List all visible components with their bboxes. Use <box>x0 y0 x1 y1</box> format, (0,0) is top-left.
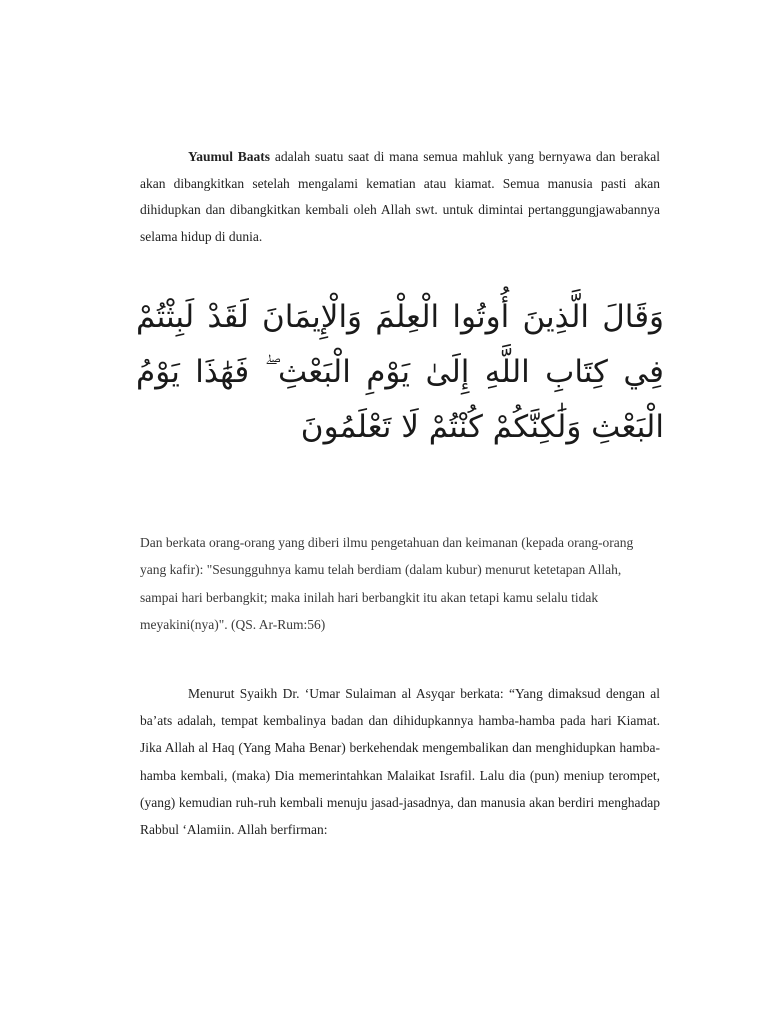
intro-text: adalah suatu saat di mana semua mahluk yang bernyawa dan berakal akan dibangkitkan setelah mengalami kematian atau kiamat. Semua manusia pasti akan dihidupkan dan dibangkitkan kembali oleh Allah swt. untuk dimintai pertanggungjawabannya selama hidup di dunia. <box>140 149 660 244</box>
intro-term: Yaumul Baats <box>188 149 271 164</box>
verse-translation: Dan berkata orang-orang yang diberi ilmu pengetahuan dan keimanan (kepada orang-orang yang kafir): "Sesungguhnya kamu telah berdiam (dalam kubur) menurut ketetapan Allah, sampai hari berbangkit; maka inilah hari berbangkit itu akan tetapi kamu selalu tidak meyakini(nya)". (QS. Ar-Rum:56) <box>140 535 634 633</box>
explanation-text: Menurut Syaikh Dr. ‘Umar Sulaiman al Asyqar berkata: “Yang dimaksud dengan al ba’ats adalah, tempat kembalinya badan dan dihidupkannya hamba-hamba pada hari Kiamat. Jika Allah al Haq (Yang Maha Benar) berkehendak mengembalikan dan menghidupkan hamba-hamba kembali, (maka) Dia memerintahkan Malaikat Israfil. Lalu dia (pun) meniup terompet, (yang) kemudian ruh-ruh kembali menuju jasad-jasadnya, dan manusia akan berdiri menghadap Rabbul ‘Alamiin. Allah berfirman: <box>140 686 660 838</box>
quran-verse-arabic: وَقَالَ الَّذِينَ أُوتُوا الْعِلْمَ وَالْإِيمَانَ لَقَدْ لَبِثْتُمْ فِي كِتَابِ اللَّهِ إِلَىٰ يَوْمِ الْبَعْثِ ۖ فَهَٰذَا يَوْمُ الْبَعْثِ وَلَٰكِنَّكُمْ كُنْتُمْ لَا تَعْلَمُونَ <box>136 299 664 445</box>
intro-paragraph <box>140 144 660 250</box>
explanation-paragraph <box>140 680 660 843</box>
